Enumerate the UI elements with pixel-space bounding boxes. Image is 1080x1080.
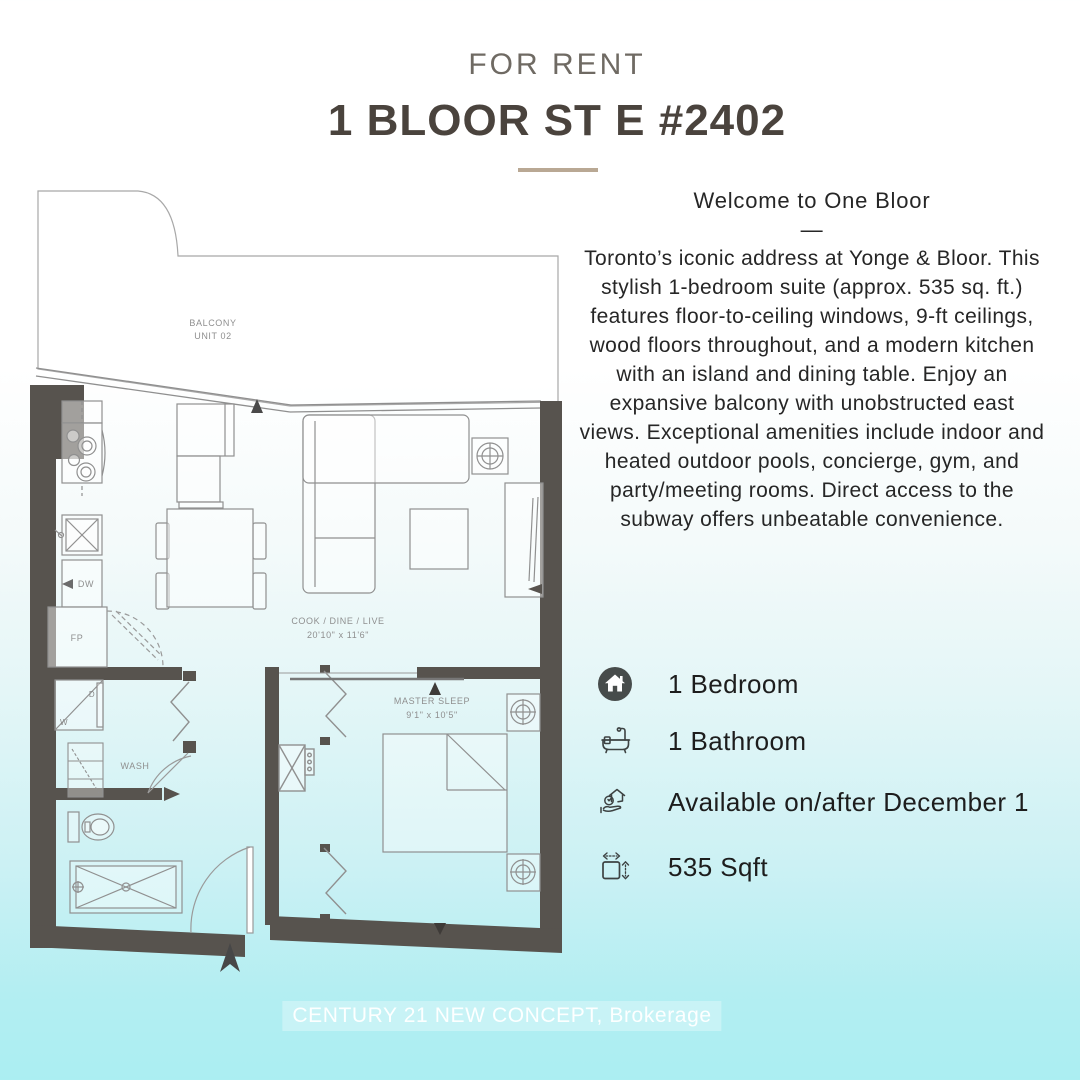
wash-door	[148, 753, 191, 793]
floor-plan	[28, 183, 573, 978]
bedroom-dimensions: 9'1" x 10'5"	[406, 710, 458, 720]
description-heading: Welcome to One Bloor	[693, 188, 931, 213]
balcony-outline	[38, 191, 558, 406]
washer-label: W	[60, 718, 68, 727]
title-divider	[518, 168, 598, 172]
feature-size	[596, 847, 1056, 887]
feature-bedrooms-label: 1 Bedroom	[668, 668, 799, 699]
island-and-dining	[156, 404, 266, 609]
feature-bathrooms-label: 1 Bathroom	[668, 725, 807, 756]
kitchen-door-swing	[107, 611, 163, 667]
dishwasher-label: DW	[77, 579, 95, 589]
bathtub-icon	[596, 721, 638, 761]
feature-availability-label: Available on/after December 1	[668, 786, 1029, 817]
dryer-label: D	[88, 690, 96, 699]
feature-list	[596, 664, 1056, 887]
dimensions-icon	[596, 847, 638, 887]
closets	[171, 671, 346, 914]
fridge-label: FP	[70, 633, 84, 643]
description-block	[578, 186, 1046, 534]
wash-label: WASH	[120, 761, 150, 771]
living-room-dimensions: 20'10" x 11'6"	[306, 630, 370, 640]
bedroom-furniture	[383, 694, 540, 891]
brokerage-footer: CENTURY 21 NEW CONCEPT, Brokerage	[282, 1001, 721, 1031]
for-rent-eyebrow: FOR RENT	[468, 48, 646, 81]
sliding-door-arrow	[429, 682, 441, 695]
house-hand-key-icon	[596, 782, 638, 822]
living-furniture	[303, 415, 543, 597]
balcony-label: BALCONY	[189, 318, 237, 328]
entry-door	[191, 847, 253, 933]
bath-shelf	[68, 743, 103, 797]
description-body: Toronto’s iconic address at Yonge & Bloor. This stylish 1-bedroom suite (approx. 535 sq. ft.) features floor-to-ceiling windows, 9-ft ceilings, wood floors throughout, and a modern kitchen with an island and dining table. Enjoy an expansive balcony with unobstructed east views. Exceptional amenities include indoor and heated outdoor pools, concierge, gym, and party/meeting rooms. Direct access to the subway offers unbeatable convenience.	[579, 247, 1045, 531]
living-room-label: COOK / DINE / LIVE	[291, 616, 385, 626]
balcony-unit-label: UNIT 02	[194, 331, 232, 341]
page-title: 1 BLOOR ST E #2402	[327, 96, 787, 145]
feature-size-label: 535 Sqft	[668, 851, 769, 882]
description-dash: —	[800, 217, 824, 242]
toilet	[68, 812, 114, 842]
feature-bathrooms	[596, 721, 1056, 761]
house-circle-icon	[596, 664, 638, 704]
feature-availability	[596, 782, 1056, 822]
bathtub	[70, 861, 182, 913]
bedroom-label: MASTER SLEEP	[393, 696, 471, 706]
feature-bedrooms	[596, 664, 1056, 704]
